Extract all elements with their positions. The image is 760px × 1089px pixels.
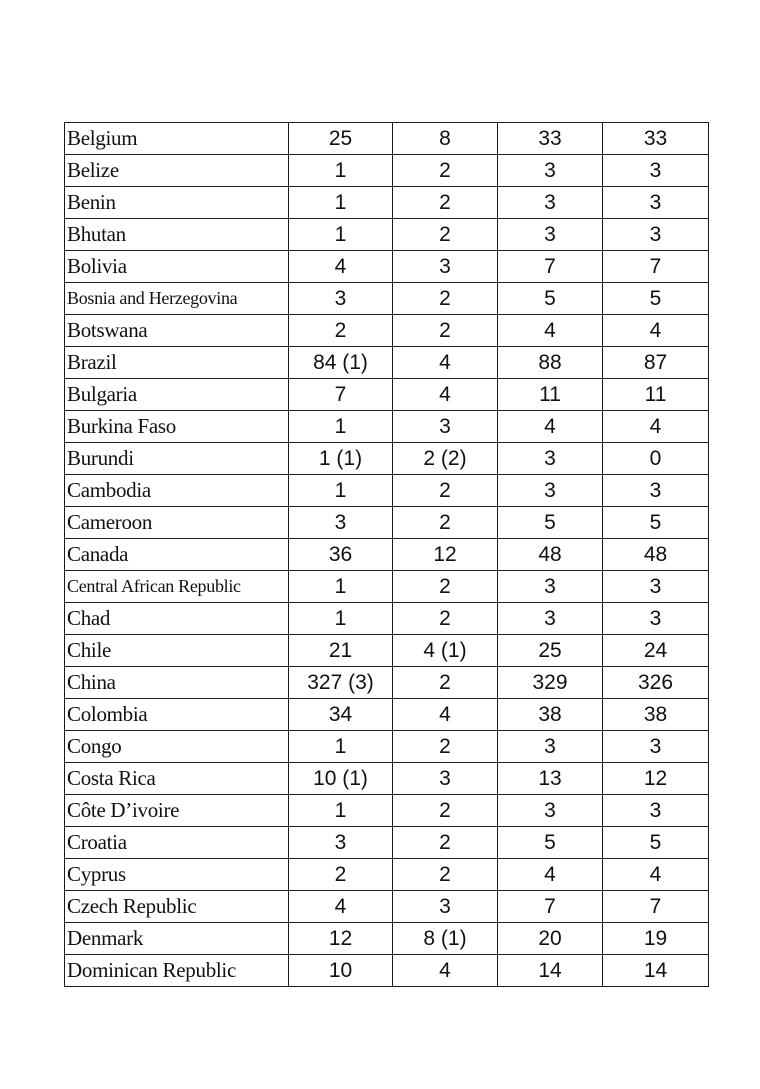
value-cell-1: 1 — [289, 571, 393, 603]
table-row — [65, 539, 709, 571]
table-row — [65, 411, 709, 443]
value-cell-2: 4 — [393, 347, 498, 379]
country-cell: Central African Republic — [65, 571, 289, 603]
value-cell-4: 4 — [603, 315, 709, 347]
table-row — [65, 315, 709, 347]
value-cell-2: 4 — [393, 699, 498, 731]
country-cell: Cameroon — [65, 507, 289, 539]
country-cell: Czech Republic — [65, 891, 289, 923]
value-cell-1: 34 — [289, 699, 393, 731]
value-cell-3: 5 — [498, 507, 603, 539]
value-cell-4: 7 — [603, 251, 709, 283]
value-cell-1: 1 — [289, 219, 393, 251]
value-cell-2: 2 — [393, 155, 498, 187]
country-cell: China — [65, 667, 289, 699]
value-cell-1: 1 — [289, 603, 393, 635]
value-cell-3: 7 — [498, 251, 603, 283]
value-cell-4: 4 — [603, 859, 709, 891]
value-cell-1: 25 — [289, 123, 393, 155]
table-row — [65, 475, 709, 507]
value-cell-2: 2 — [393, 795, 498, 827]
value-cell-3: 20 — [498, 923, 603, 955]
value-cell-3: 329 — [498, 667, 603, 699]
table-row — [65, 219, 709, 251]
value-cell-3: 3 — [498, 475, 603, 507]
country-cell: Bhutan — [65, 219, 289, 251]
value-cell-4: 3 — [603, 571, 709, 603]
value-cell-4: 5 — [603, 827, 709, 859]
value-cell-2: 2 — [393, 667, 498, 699]
table-row — [65, 347, 709, 379]
table-row — [65, 155, 709, 187]
country-cell: Cambodia — [65, 475, 289, 507]
table-row — [65, 891, 709, 923]
value-cell-3: 14 — [498, 955, 603, 987]
table-row — [65, 923, 709, 955]
value-cell-2: 2 — [393, 731, 498, 763]
value-cell-4: 3 — [603, 155, 709, 187]
value-cell-1: 10 — [289, 955, 393, 987]
table-row — [65, 699, 709, 731]
country-cell: Costa Rica — [65, 763, 289, 795]
value-cell-2: 2 — [393, 603, 498, 635]
value-cell-4: 3 — [603, 795, 709, 827]
value-cell-3: 33 — [498, 123, 603, 155]
value-cell-2: 2 — [393, 571, 498, 603]
value-cell-3: 5 — [498, 827, 603, 859]
value-cell-3: 3 — [498, 603, 603, 635]
table-row — [65, 763, 709, 795]
value-cell-3: 3 — [498, 187, 603, 219]
table-row — [65, 379, 709, 411]
value-cell-2: 2 (2) — [393, 443, 498, 475]
value-cell-3: 4 — [498, 859, 603, 891]
value-cell-1: 327 (3) — [289, 667, 393, 699]
value-cell-4: 326 — [603, 667, 709, 699]
country-cell: Cyprus — [65, 859, 289, 891]
country-cell: Chile — [65, 635, 289, 667]
country-table-body — [65, 123, 709, 987]
country-cell: Côte D’ivoire — [65, 795, 289, 827]
country-cell: Bosnia and Herzegovina — [65, 283, 289, 315]
value-cell-2: 3 — [393, 763, 498, 795]
value-cell-1: 4 — [289, 891, 393, 923]
value-cell-1: 1 — [289, 411, 393, 443]
country-cell: Belgium — [65, 123, 289, 155]
value-cell-4: 33 — [603, 123, 709, 155]
table-row — [65, 603, 709, 635]
value-cell-3: 88 — [498, 347, 603, 379]
country-table — [64, 122, 709, 987]
value-cell-1: 4 — [289, 251, 393, 283]
value-cell-2: 2 — [393, 827, 498, 859]
value-cell-2: 4 — [393, 379, 498, 411]
value-cell-1: 2 — [289, 859, 393, 891]
value-cell-2: 4 — [393, 955, 498, 987]
value-cell-1: 1 — [289, 475, 393, 507]
value-cell-2: 2 — [393, 219, 498, 251]
value-cell-1: 1 — [289, 731, 393, 763]
value-cell-3: 3 — [498, 443, 603, 475]
value-cell-3: 7 — [498, 891, 603, 923]
value-cell-4: 24 — [603, 635, 709, 667]
value-cell-3: 3 — [498, 731, 603, 763]
table-row — [65, 251, 709, 283]
table-row — [65, 635, 709, 667]
table-row — [65, 859, 709, 891]
value-cell-4: 3 — [603, 187, 709, 219]
value-cell-3: 3 — [498, 155, 603, 187]
country-cell: Colombia — [65, 699, 289, 731]
table-row — [65, 571, 709, 603]
table-row — [65, 795, 709, 827]
country-cell: Bulgaria — [65, 379, 289, 411]
value-cell-2: 3 — [393, 891, 498, 923]
value-cell-4: 11 — [603, 379, 709, 411]
value-cell-2: 4 (1) — [393, 635, 498, 667]
country-cell: Croatia — [65, 827, 289, 859]
value-cell-3: 13 — [498, 763, 603, 795]
value-cell-1: 1 (1) — [289, 443, 393, 475]
value-cell-4: 7 — [603, 891, 709, 923]
value-cell-3: 5 — [498, 283, 603, 315]
value-cell-1: 1 — [289, 155, 393, 187]
country-cell: Burkina Faso — [65, 411, 289, 443]
table-row — [65, 955, 709, 987]
value-cell-2: 2 — [393, 283, 498, 315]
value-cell-3: 48 — [498, 539, 603, 571]
table-row — [65, 283, 709, 315]
value-cell-2: 2 — [393, 507, 498, 539]
value-cell-2: 2 — [393, 187, 498, 219]
value-cell-1: 3 — [289, 827, 393, 859]
value-cell-4: 3 — [603, 219, 709, 251]
value-cell-2: 2 — [393, 475, 498, 507]
value-cell-4: 3 — [603, 603, 709, 635]
value-cell-1: 7 — [289, 379, 393, 411]
table-row — [65, 827, 709, 859]
country-cell: Belize — [65, 155, 289, 187]
value-cell-3: 4 — [498, 315, 603, 347]
value-cell-3: 3 — [498, 571, 603, 603]
country-cell: Chad — [65, 603, 289, 635]
country-cell: Bolivia — [65, 251, 289, 283]
value-cell-2: 2 — [393, 315, 498, 347]
value-cell-4: 3 — [603, 475, 709, 507]
value-cell-4: 14 — [603, 955, 709, 987]
value-cell-2: 3 — [393, 251, 498, 283]
value-cell-4: 5 — [603, 507, 709, 539]
value-cell-1: 36 — [289, 539, 393, 571]
value-cell-4: 19 — [603, 923, 709, 955]
value-cell-2: 8 — [393, 123, 498, 155]
country-cell: Congo — [65, 731, 289, 763]
table-row — [65, 667, 709, 699]
value-cell-4: 87 — [603, 347, 709, 379]
value-cell-1: 1 — [289, 187, 393, 219]
table-row — [65, 187, 709, 219]
value-cell-1: 84 (1) — [289, 347, 393, 379]
value-cell-1: 3 — [289, 507, 393, 539]
value-cell-3: 38 — [498, 699, 603, 731]
value-cell-4: 12 — [603, 763, 709, 795]
table-row — [65, 731, 709, 763]
country-cell: Denmark — [65, 923, 289, 955]
value-cell-2: 3 — [393, 411, 498, 443]
value-cell-2: 12 — [393, 539, 498, 571]
table-row — [65, 507, 709, 539]
country-cell: Burundi — [65, 443, 289, 475]
table-row — [65, 443, 709, 475]
value-cell-3: 3 — [498, 795, 603, 827]
value-cell-1: 10 (1) — [289, 763, 393, 795]
value-cell-4: 38 — [603, 699, 709, 731]
value-cell-1: 1 — [289, 795, 393, 827]
value-cell-1: 2 — [289, 315, 393, 347]
value-cell-3: 4 — [498, 411, 603, 443]
country-cell: Benin — [65, 187, 289, 219]
value-cell-4: 48 — [603, 539, 709, 571]
value-cell-1: 12 — [289, 923, 393, 955]
value-cell-2: 2 — [393, 859, 498, 891]
value-cell-1: 3 — [289, 283, 393, 315]
country-cell: Brazil — [65, 347, 289, 379]
country-cell: Dominican Republic — [65, 955, 289, 987]
value-cell-2: 8 (1) — [393, 923, 498, 955]
value-cell-4: 3 — [603, 731, 709, 763]
value-cell-4: 4 — [603, 411, 709, 443]
value-cell-4: 5 — [603, 283, 709, 315]
value-cell-4: 0 — [603, 443, 709, 475]
value-cell-3: 3 — [498, 219, 603, 251]
value-cell-3: 25 — [498, 635, 603, 667]
table-row — [65, 123, 709, 155]
country-cell: Canada — [65, 539, 289, 571]
country-cell: Botswana — [65, 315, 289, 347]
value-cell-1: 21 — [289, 635, 393, 667]
value-cell-3: 11 — [498, 379, 603, 411]
